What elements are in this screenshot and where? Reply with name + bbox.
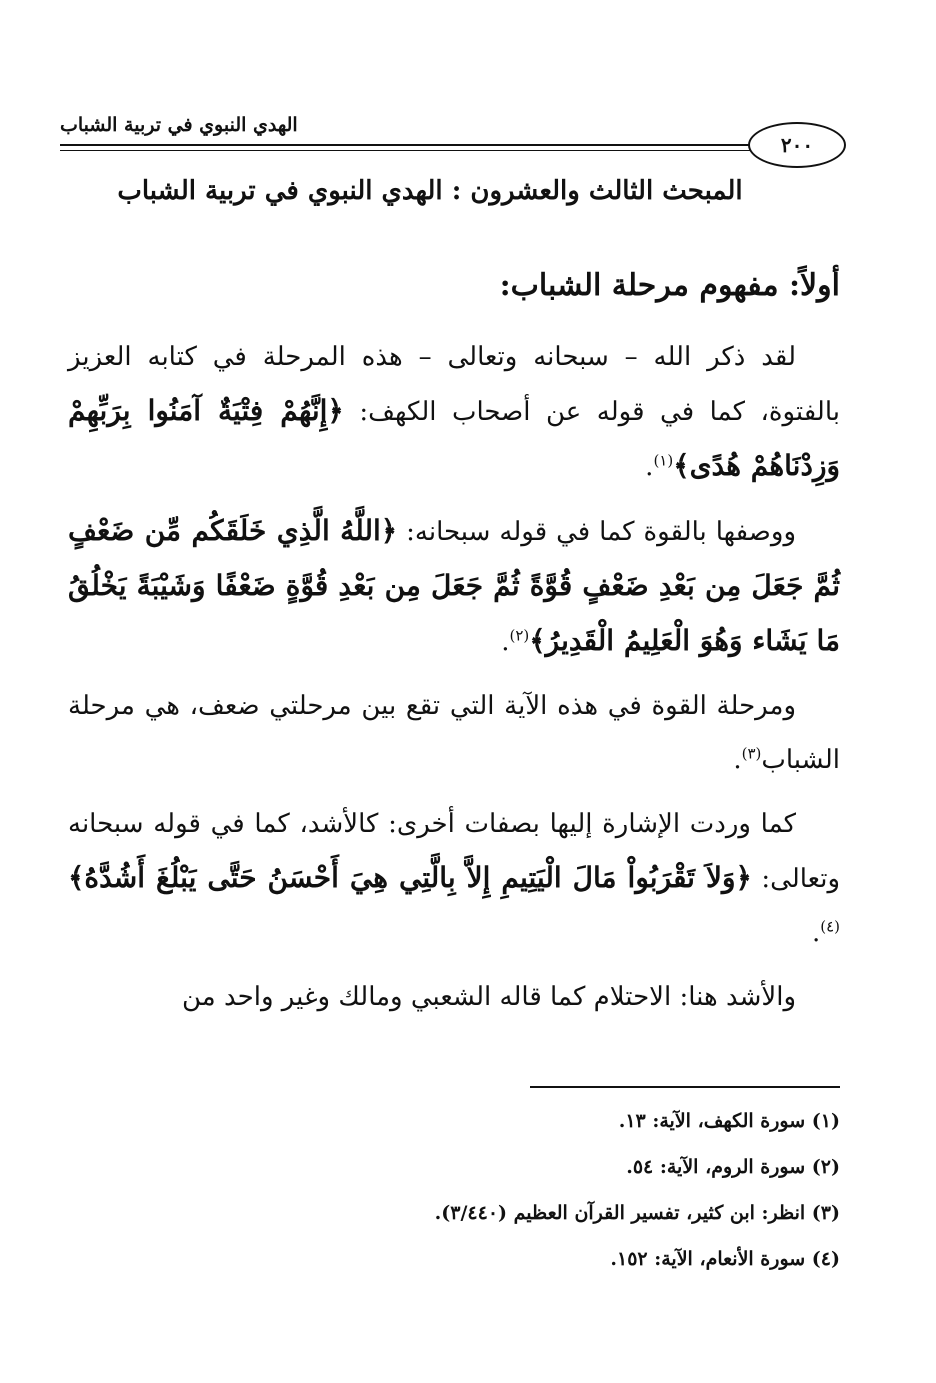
paragraph-text: لقد ذكر الله – سبحانه وتعالى – هذه المرحلة في كتابه العزيز بالفتوة، كما في قوله عن أصحاب الكهف: <box>68 342 840 427</box>
quran-verse: ﴿إِنَّهُمْ فِتْيَةٌ آمَنُوا بِرَبِّهِمْ وَزِدْنَاهُمْ هُدًى﴾ <box>68 394 840 482</box>
paragraph-4 <box>68 797 840 960</box>
running-title: الهدي النبوي في تربية الشباب <box>60 114 298 136</box>
paragraph-5 <box>68 970 840 1024</box>
footnote-separator <box>530 1086 840 1088</box>
paragraph-1 <box>68 330 840 494</box>
footnote-marker: (١) <box>653 451 674 470</box>
header-rule-thick <box>60 144 750 146</box>
header-rule-thin <box>60 150 750 151</box>
footnotes <box>68 1098 840 1282</box>
quran-verse: ﴿اللَّهُ الَّذِي خَلَقَكُم مِّن ضَعْفٍ ثُمَّ جَعَلَ مِن بَعْدِ ضَعْفٍ قُوَّةً ثُمَّ جَعَلَ مِن بَعْدِ قُوَّةٍ ضَعْفًا وَشَيْبَةً يَخْلُقُ مَا يَشَاء وَهُوَ الْعَلِيمُ الْقَدِيرُ﴾ <box>68 514 840 657</box>
footnote-1: (١) سورة الكهف، الآية: ١٣. <box>618 1110 840 1132</box>
paragraph-2 <box>68 504 840 669</box>
paragraph-text: كما وردت الإشارة إليها بصفات أخرى: كالأشد، كما في قوله سبحانه وتعالى: <box>68 809 840 894</box>
page-number: ٢٠٠ <box>748 122 846 168</box>
period: . <box>811 918 821 948</box>
footnote-marker: (٣) <box>741 744 762 763</box>
footnote-marker: (٤) <box>820 917 840 936</box>
quran-verse: ﴿وَلاَ تَقْرَبُواْ مَالَ الْيَتِيمِ إِلاَّ بِالَّتِي هِيَ أَحْسَنُ حَتَّى يَبْلُغَ أَشُدَّهُ﴾ <box>68 861 752 894</box>
body-text <box>68 330 840 1034</box>
footnote-4: (٤) سورة الأنعام، الآية: ١٥٢. <box>610 1248 840 1270</box>
footnote-3: (٣) انظر: ابن كثير، تفسير القرآن العظيم (٣/٤٤٠). <box>434 1202 840 1224</box>
period: . <box>645 452 654 482</box>
period: . <box>733 745 742 775</box>
footnote-marker: (٢) <box>509 626 530 645</box>
paragraph-3 <box>68 679 840 787</box>
footnote-2: (٢) سورة الروم، الآية: ٥٤. <box>626 1156 840 1178</box>
period: . <box>501 627 510 657</box>
paragraph-text: والأشد هنا: الاحتلام كما قاله الشعبي ومالك وغير واحد من <box>182 982 796 1012</box>
section-heading: أولاً: مفهوم مرحلة الشباب: <box>499 268 840 303</box>
chapter-title: المبحث الثالث والعشرون : الهدي النبوي في تربية الشباب <box>117 176 743 206</box>
paragraph-text: ومرحلة القوة في هذه الآية التي تقع بين مرحلتي ضعف، هي مرحلة الشباب <box>68 691 840 775</box>
paragraph-text: ووصفها بالقوة كما في قوله سبحانه: <box>397 517 796 547</box>
